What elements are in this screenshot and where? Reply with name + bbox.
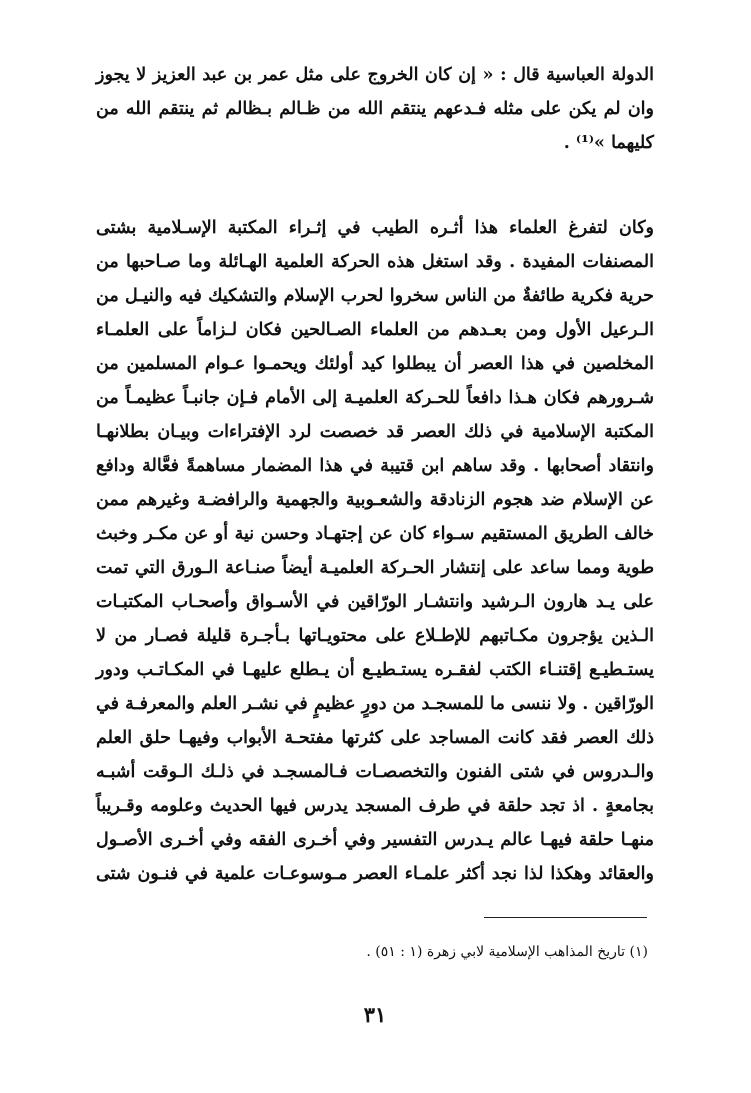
footnote-separator — [484, 917, 647, 918]
footnote: (١) تاريخ المذاهب الإسلامية لابي زهرة (١ : ٥١) . — [366, 944, 648, 960]
text-line: الورّاقين . ولا ننسى ما للمسجـد من دورٍ عظيمٍ في نشـر العلم والمعرفـة في — [96, 694, 654, 714]
paragraph-1 — [96, 58, 654, 160]
text-line: الـذين يؤجرون مكـاتبهم للإطـلاع على محتويـاتها بـأجـرة قليلة فصـار من لا — [96, 626, 654, 646]
text-line: والعقائد وهكذا لذا نجد أكثر علمـاء العصر مـوسوعـات علمية في فنـون شتى — [96, 864, 654, 884]
page-number: ٣١ — [363, 1002, 387, 1027]
text-line: خالف الطريق المستقيم سـواء كان عن إجتهـاد وحسن نية أو عن مكـر وخبث — [96, 524, 654, 544]
text-line: كليهما »⁽¹⁾ . — [563, 133, 654, 153]
text-line: المكتبة الإسلامية في ذلك العصر قد خصصت لرد الإفتراءات وبيـان بطلانهـا — [96, 422, 654, 442]
text-line: شـرورهم فكان هـذا دافعاً للحـركة العلميـة إلى الأمام فـإن جانبـاً عظيمـاً من — [96, 388, 654, 408]
text-line: المخلصين في هذا العصر أن يبطلوا كيد أولئك ويحمـوا عـوام المسلمين من — [96, 354, 654, 374]
text-line: يستـطيـع إقتنـاء الكتب لفقـره يستـطيـع أن يـطلع عليهـا في المكـاتـب ودور — [96, 660, 654, 680]
text-line: على يـد هارون الـرشيد وانتشـار الورّاقين في الأسـواق وأصحـاب المكتبـات — [96, 592, 654, 612]
text-line: الـرعيل الأول ومن بعـدهم من العلماء الصـالحين فكان لـزاماً على العلمـاء — [96, 320, 654, 340]
text-line: المصنفات المفيدة . وقد استغل هذه الحركة العلمية الهـائلة وما صـاحبها من — [96, 252, 654, 272]
text-line: بجامعةٍ . اذ تجد حلقة في طرف المسجد يدرس فيها الحديث وعلومه وقـريباً — [96, 796, 654, 816]
text-line: منهـا حلقة فيهـا عالم يـدرس التفسير وفي أخـرى الفقه وفي أخـرى الأصـول — [96, 830, 654, 850]
text-line: طوية ومما ساعد على إنتشار الحـركة العلميـة أيضاً صنـاعة الـورق التي تمت — [96, 558, 654, 578]
text-line: وان لم يكن على مثله فـدعهم ينتقم الله من ظـالم بـظالم ثم ينتقم الله من — [96, 99, 654, 119]
text-line: وكان لتفرغ العلماء هذا أثـره الطيب في إثـراء المكتبة الإسـلامية بشتى — [96, 218, 654, 238]
text-line: والـدروس في شتى الفنون والتخصصـات فـالمسجـد في ذلـك الـوقت أشبـه — [96, 762, 654, 782]
text-line: ذلك العصر فقد كانت المساجد على كثرتها مفتحـة الأبواب وفيهـا حلق العلم — [96, 728, 654, 748]
text-line: الدولة العباسية قال : « إن كان الخروج على مثل عمر بن عبد العزيز لا يجوز — [96, 65, 654, 85]
text-line: عن الإسلام ضد هجوم الزنادقة والشعـوبية والجهمية والرافضـة وغيرهم ممن — [96, 490, 654, 510]
text-line: وانتقاد أصحابها . وقد ساهم ابن قتيبة في هذا المضمار مساهمةً فعَّالة ودافع — [96, 456, 654, 476]
text-line: حرية فكرية طائفةٌ من الناس سخروا لحرب الإسلام والتشكيك فيه والنيـل من — [96, 286, 654, 306]
paragraph-2 — [96, 211, 654, 891]
